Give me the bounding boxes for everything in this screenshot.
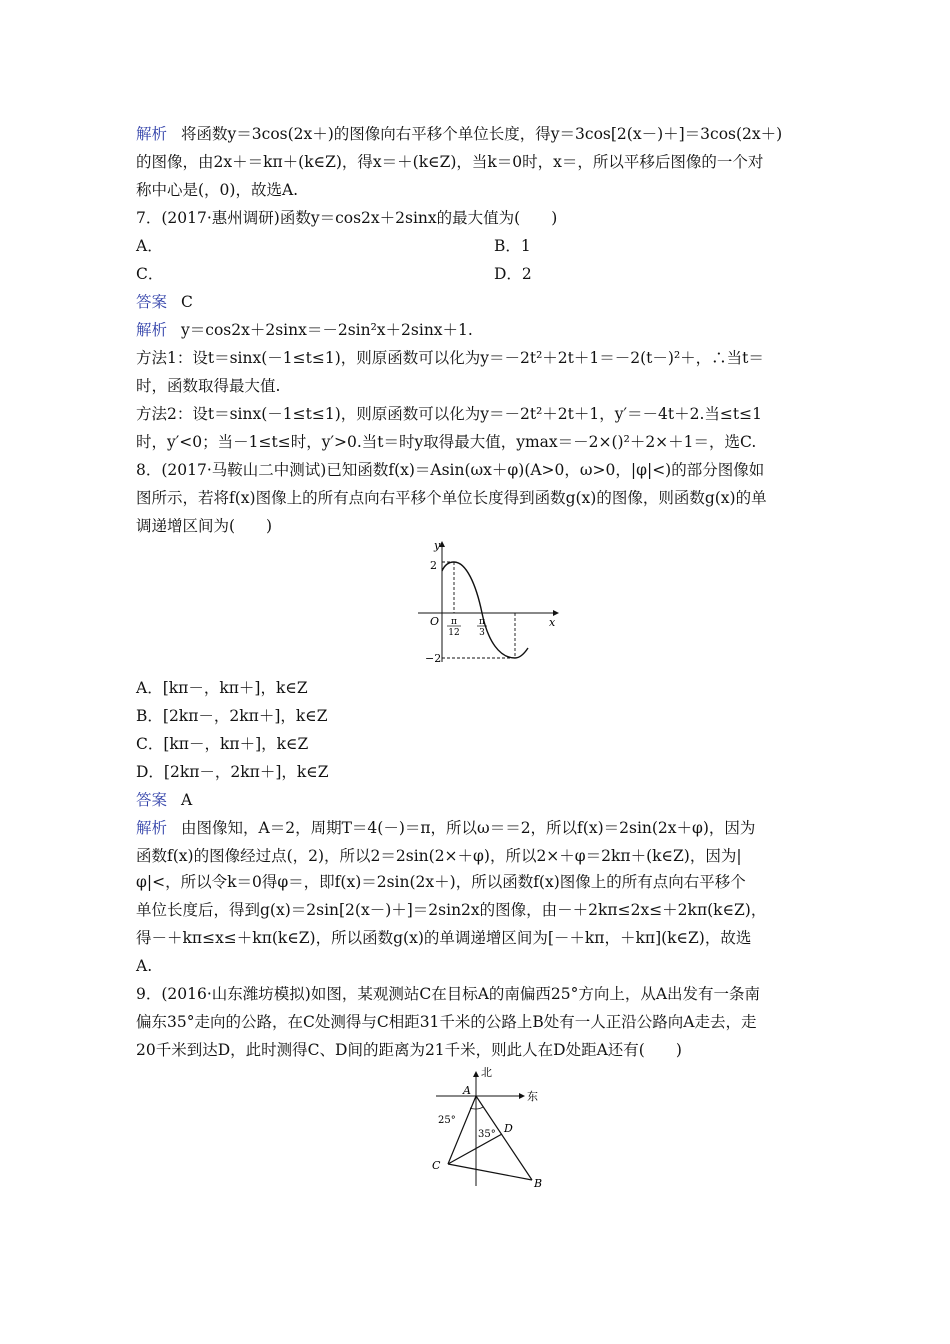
segment-AC [448, 1096, 476, 1164]
north-label: 北 [481, 1066, 492, 1079]
q8-solution-line-6: A. [136, 957, 153, 975]
point-B-label: B [534, 1177, 543, 1190]
q8-stem-line-1: 8．(2017·马鞍山二中测试)已知函数f(x)＝Asin(ωx＋φ)(A>0，ω>0，|φ|<)的部分图像如 [136, 461, 765, 479]
q6-solution-line-2: 的图像，由2x＋＝kπ＋(k∈Z)，得x＝＋(k∈Z)，当k＝0时，x＝，所以平移后图像的一个对 [136, 153, 764, 171]
q9-stem-line-2: 偏东35°走向的公路，在C处测得与C相距31千米的公路上B处有一人正沿公路向A走去，走 [136, 1013, 757, 1031]
q7-option-c: C． [136, 265, 164, 283]
q7-option-d: D．2 [494, 265, 532, 283]
q9-triangle-diagram [420, 1066, 560, 1198]
answer-label: 答案 [136, 293, 168, 311]
q7-method2-line-2: 时，y′<0；当－1≤t≤时，y′>0.当t＝时y取得最大值，ymax＝－2×()²＋2×＋1＝，选C. [136, 433, 757, 451]
q8-solution-line-5: 得－＋kπ≤x≤＋kπ(k∈Z)，所以函数g(x)的单调递增区间为[－＋kπ，＋kπ](k∈Z)，故选 [136, 929, 752, 947]
q8-option-d: D．[2kπ－，2kπ＋]，k∈Z [136, 763, 329, 781]
q7-option-b: B．1 [494, 237, 531, 255]
q8-solution-line-1: 解析 由图像知，A＝2，周期T＝4(－)＝π，所以ω＝＝2，所以f(x)＝2sin(2x＋φ)，因为 [136, 819, 756, 837]
q8-stem-line-2: 图所示，若将f(x)图像上的所有点向右平移个单位长度得到函数g(x)的图像，则函数g(x)的单 [136, 489, 767, 507]
point-A-label: A [463, 1084, 471, 1097]
q8-option-b: B．[2kπ－，2kπ＋]，k∈Z [136, 707, 328, 725]
q7-answer [136, 292, 836, 312]
point-D-label: D [504, 1122, 513, 1135]
tick2-denominator: 3 [479, 628, 485, 638]
solution-label: 解析 [136, 125, 168, 143]
q8-option-c: C．[kπ－，kπ＋]，k∈Z [136, 735, 309, 753]
tick2-numerator: π [479, 617, 485, 627]
y-max-label: 2 [430, 559, 437, 572]
q8-solution-line-2: 函数f(x)的图像经过点(，2)，所以2＝2sin(2×＋φ)，所以2×＋φ＝2kπ＋(k∈Z)，因为| [136, 847, 742, 865]
q7-method2-line-1: 方法2：设t＝sinx(－1≤t≤1)，则原函数可以化为y＝－2t²＋2t＋1，y′＝－4t＋2.当≤t≤1 [136, 405, 762, 423]
q7-solution: 解析 y＝cos2x＋2sinx＝－2sin²x＋2sinx＋1. [136, 321, 473, 339]
origin-label: O [430, 615, 440, 628]
x-axis-label: x [549, 616, 556, 629]
tick1-denominator: 12 [448, 628, 460, 638]
q8-stem-line-3: 调递增区间为( ) [136, 517, 273, 535]
solution-label: 解析 [136, 321, 168, 339]
point-C-label: C [432, 1159, 441, 1172]
q6-solution-line-3: 称中心是(，0)，故选A. [136, 181, 299, 199]
angle-25-label: 25° [438, 1115, 456, 1126]
east-label: 东 [527, 1090, 538, 1103]
angle-35-label: 35° [478, 1129, 496, 1140]
q7-stem: 7．(2017·惠州调研)函数y＝cos2x＋2sinx的最大值为( ) [136, 209, 558, 227]
answer-value: C [181, 293, 193, 311]
y-axis-label: y [434, 539, 441, 552]
q7-method1-line-2: 时，函数取得最大值. [136, 377, 281, 395]
y-min-label: −2 [425, 652, 442, 665]
q8-solution-line-3: φ|<，所以令k＝0得φ＝，即f(x)＝2sin(2x＋)，所以函数f(x)图像上的所有点向右平移个 [136, 873, 746, 891]
q7-option-a: A． [136, 237, 163, 255]
q9-stem-line-1: 9．(2016·山东潍坊模拟)如图，某观测站C在目标A的南偏西25°方向上，从A出发有一条南 [136, 985, 761, 1003]
q8-answer [136, 790, 836, 810]
q8-solution-line-4: 单位长度后，得到g(x)＝2sin[2(x－)＋]＝2sin2x的图像，由－＋2kπ≤2x≤＋2kπ(k∈Z)， [136, 901, 767, 919]
answer-label: 答案 [136, 791, 168, 809]
q6-solution-line-1: 解析 将函数y＝3cos(2x＋)的图像向右平移个单位长度，得y＝3cos[2(x－)＋]＝3cos(2x＋) [136, 125, 783, 143]
q9-stem-line-3: 20千米到达D，此时测得C、D间的距离为21千米，则此人在D处距A还有( ) [136, 1041, 682, 1059]
answer-value: A [181, 791, 193, 809]
solution-label: 解析 [136, 819, 168, 837]
q8-sine-graph [410, 534, 570, 666]
q8-option-a: A．[kπ－，kπ＋]，k∈Z [136, 679, 308, 697]
q7-method1-line-1: 方法1：设t＝sinx(－1≤t≤1)，则原函数可以化为y＝－2t²＋2t＋1＝－2(t－)²＋，∴当t＝ [136, 349, 764, 367]
tick1-numerator: π [451, 617, 457, 627]
segment-CB [448, 1164, 532, 1180]
